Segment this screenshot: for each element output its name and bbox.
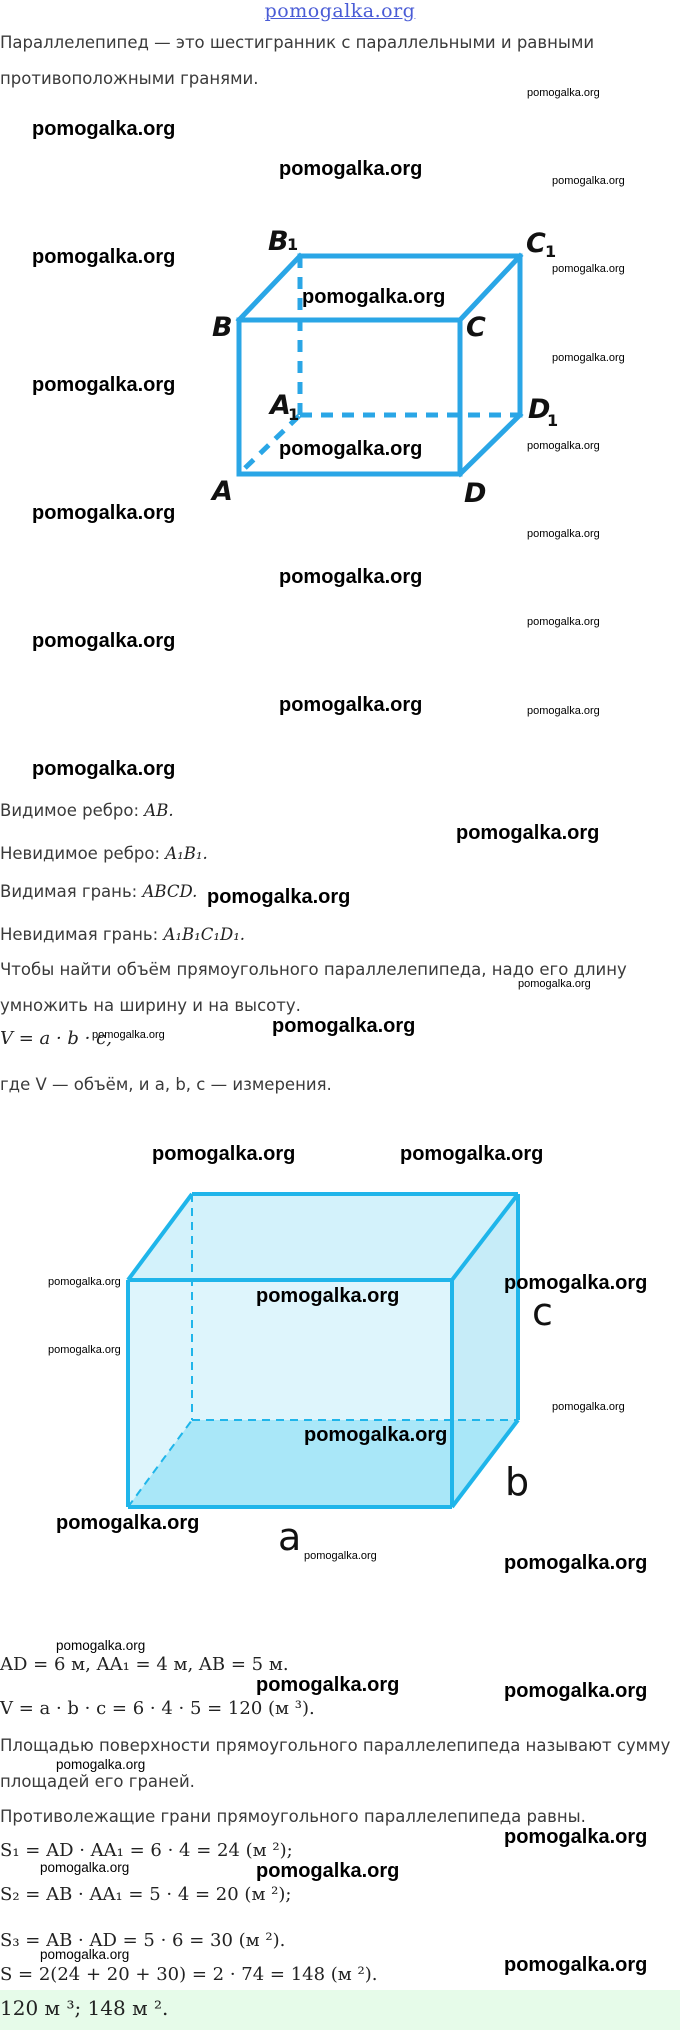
watermark: pomogalka.org: [92, 1029, 165, 1041]
site-link[interactable]: pomogalka.org: [264, 0, 416, 22]
watermark: pomogalka.org: [304, 1550, 377, 1562]
watermark: pomogalka.org: [279, 566, 423, 588]
label-A1-sub: 1: [288, 405, 300, 424]
watermark: pomogalka.org: [518, 978, 591, 990]
watermark: pomogalka.org: [527, 705, 600, 717]
watermark: pomogalka.org: [504, 1272, 648, 1294]
answer-box: [0, 1990, 680, 2030]
solution-s-total: S = 2(24 + 20 + 30) = 2 · 74 = 148 (м ²).: [0, 1964, 378, 1985]
label-C: C: [466, 312, 486, 343]
visible-edge-row: Видимое ребро: AB.: [0, 801, 174, 820]
label-C1: C: [526, 228, 546, 259]
watermark: pomogalka.org: [504, 1552, 648, 1574]
label-B1: B: [268, 226, 289, 257]
watermark: pomogalka.org: [279, 158, 423, 180]
watermark: pomogalka.org: [279, 438, 423, 460]
watermark: pomogalka.org: [302, 286, 446, 308]
solution-s2: S₂ = AB · AA₁ = 5 · 4 = 20 (м ²);: [0, 1884, 292, 1905]
invisible-face-row: Невидимая грань: A₁B₁C₁D₁.: [0, 925, 246, 944]
watermark: pomogalka.org: [279, 694, 423, 716]
watermark: pomogalka.org: [456, 822, 600, 844]
label-D1-sub: 1: [547, 411, 559, 430]
volume-rule-line-1: Чтобы найти объём прямоугольного параллелепипеда, надо его длину: [0, 960, 627, 979]
intro-line-1: Параллелепипед — это шестигранник с параллельными и равными: [0, 33, 595, 52]
watermark: pomogalka.org: [32, 118, 176, 140]
watermark: pomogalka.org: [48, 1344, 121, 1356]
answer-text: 120 м ³; 148 м ².: [0, 1996, 169, 2020]
edge-DD1: [460, 415, 520, 474]
volume-rule-line-2: умножить на ширину и на высоту.: [0, 996, 301, 1015]
watermark: pomogalka.org: [32, 246, 176, 268]
intro-line-2: противоположными гранями.: [0, 69, 259, 88]
surface-def-line-2: площадей его граней.: [0, 1772, 195, 1791]
watermark: pomogalka.org: [256, 1674, 400, 1696]
watermark: pomogalka.org: [48, 1276, 121, 1288]
solution-s1: S₁ = AD · AA₁ = 6 · 4 = 24 (м ²);: [0, 1840, 293, 1861]
watermark: pomogalka.org: [552, 175, 625, 187]
watermark: pomogalka.org: [504, 1826, 648, 1848]
label-D: D: [464, 478, 487, 509]
watermark: pomogalka.org: [527, 440, 600, 452]
label-B: B: [212, 312, 233, 343]
volume-formula: V = a · b · c,: [0, 1028, 112, 1049]
label-b: b: [505, 1460, 530, 1504]
watermark: pomogalka.org: [552, 263, 625, 275]
watermark: pomogalka.org: [152, 1143, 296, 1165]
label-A: A: [212, 476, 233, 507]
label-c: c: [532, 1290, 553, 1334]
volume-where: где V — объём, и a, b, c — измерения.: [0, 1075, 332, 1094]
edge-BB1: [239, 256, 300, 320]
watermark: pomogalka.org: [527, 528, 600, 540]
watermark: pomogalka.org: [40, 1860, 130, 1875]
watermark: pomogalka.org: [32, 758, 176, 780]
watermark: pomogalka.org: [56, 1757, 146, 1772]
watermark: pomogalka.org: [272, 1015, 416, 1037]
label-B1-sub: 1: [287, 235, 299, 254]
watermark: pomogalka.org: [504, 1954, 648, 1976]
solution-given: AD = 6 м, AA₁ = 4 м, AB = 5 м.: [0, 1654, 289, 1675]
label-a: a: [278, 1515, 302, 1559]
label-C1-sub: 1: [545, 242, 557, 261]
watermark: pomogalka.org: [32, 374, 176, 396]
box-figure: [0, 1180, 680, 1560]
surface-def-line-1: Площадью поверхности прямоугольного параллелепипеда называют сумму: [0, 1736, 671, 1755]
watermark: pomogalka.org: [400, 1143, 544, 1165]
watermark: pomogalka.org: [256, 1285, 400, 1307]
solution-volume: V = a · b · c = 6 · 4 · 5 = 120 (м ³).: [0, 1698, 315, 1719]
watermark: pomogalka.org: [527, 87, 600, 99]
watermark: pomogalka.org: [304, 1424, 448, 1446]
solution-s3: S₃ = AB · AD = 5 · 6 = 30 (м ²).: [0, 1930, 286, 1951]
watermark: pomogalka.org: [56, 1512, 200, 1534]
watermark: pomogalka.org: [56, 1638, 146, 1653]
visible-face-row: Видимая грань: ABCD.: [0, 882, 198, 901]
watermark: pomogalka.org: [207, 886, 351, 908]
watermark: pomogalka.org: [552, 1401, 625, 1413]
watermark: pomogalka.org: [32, 630, 176, 652]
watermark: pomogalka.org: [32, 502, 176, 524]
edge-CC1: [460, 256, 520, 320]
label-A1: A: [270, 390, 291, 421]
label-D1: D: [528, 394, 551, 425]
watermark: pomogalka.org: [504, 1680, 648, 1702]
equal-faces-text: Противолежащие грани прямоугольного параллелепипеда равны.: [0, 1807, 586, 1826]
watermark: pomogalka.org: [552, 352, 625, 364]
invisible-edge-row: Невидимое ребро: A₁B₁.: [0, 844, 208, 863]
watermark: pomogalka.org: [527, 616, 600, 628]
watermark: pomogalka.org: [40, 1947, 130, 1962]
watermark: pomogalka.org: [256, 1860, 400, 1882]
